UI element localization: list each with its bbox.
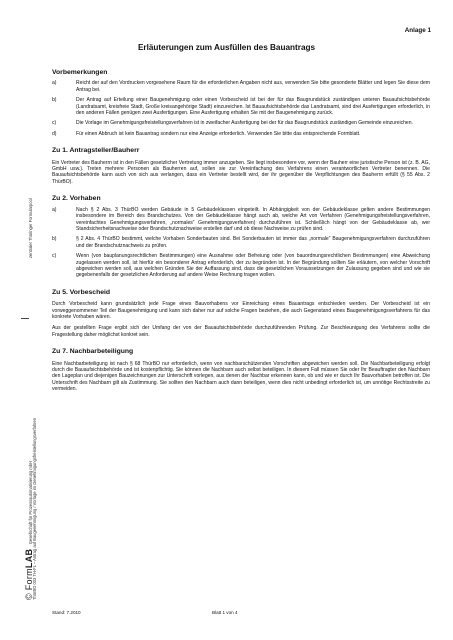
item-label: a) (52, 80, 57, 87)
attachment-label: Anlage 1 (404, 27, 431, 34)
list-item (52, 120, 430, 126)
section-heading: Zu 2. Vorhaben (52, 195, 101, 203)
list-item (52, 80, 430, 93)
footer-stand: Stand: 7.2010 (52, 610, 81, 615)
section-heading: Zu 5. Vorbescheid (52, 288, 111, 296)
item-text: Für einen Abbruch ist kein Bauantrag sondern nur eine Anzeige erforderlich. Verwenden Sie bitte das entsprechende Formblatt. (76, 130, 361, 137)
footer-page-number: Blatt 1 von 4 (212, 610, 238, 615)
section-text: Eine Nachbarbeteiligung ist nach § 68 ThürBO nur erforderlich, wenn von nachbarschützenden Vorschriften abgewichen werden soll. Die Nachbarbeteiligung erfolgt durch die Bauaufsichtsbehörde und ist kostenpflichtig. Sie können die Nachbarn auch selbst beteiligen. In diesem Fall müssen Sie oder Ihr Beauftragter den Nachbarn den Lageplan und diejenigen Bauzeichnungen zur Unterschrift vorlegen, aus denen der Nachbar erkennen kann, ob und wie er durch Ihr Bauvorhaben betroffen ist. Die Unterschrift des Nachbarn gilt als Zustimmung. Sie sollten den Nachbarn auch dann beteiligen, wenn dies nicht unbedingt erforderlich ist, um unnötige Rechtsstreite zu vermeiden. (52, 360, 430, 393)
item-label: a) (52, 206, 57, 213)
item-label: c) (52, 253, 57, 260)
section-heading: Zu 1. Antragsteller/Bauherr (52, 147, 140, 155)
section-vorbemerkungen (52, 70, 430, 137)
section-vorbescheid (52, 290, 430, 338)
item-text: Die Vorlage im Genehmigungsfreistellungsverfahren ist in zweifacher Ausfertigung bei der für das Baugrundstück zuständigen Gemeinde einzureichen. (76, 120, 413, 127)
item-text: Wenn (von bauplanungsrechtlichen Bestimmungen) eine Ausnahme oder Befreiung oder (von bauordnungsrechtlichen Bestimmungen) eine Abweichung zugelassen werden soll, ist hierfür ein besonderer Antrag erforderlich, der zu begründen ist. In der Begründung sollten Sie erläutern, von welcher Vorschrift abgewichen werden soll, aus welchen Gründen Sie der Auffassung sind, dass die gesetzlichen Voraussetzungen der Zulassung gegeben sind und wie sie gegebenenfalls der gesetzlichen Anforderung auf andere Weise Rechnung tragen wollen. (76, 253, 430, 279)
list-item (52, 131, 430, 137)
item-label: d) (52, 130, 57, 137)
item-text: Reicht der auf den Vordrucken vorgesehene Raum für die erforderlichen Angaben nicht aus, verwenden Sie bitte gesonderte Blätter und legen Sie diese dem Antrag bei. (76, 80, 430, 93)
item-text: § 2 Abs. 4 ThürBO bestimmt, welche Vorhaben Sonderbauten sind. Bei Sonderbauten ist immer das „normale“ Baugenehmigungsverfahren durchzuführen und der Brandschutznachweis zu prüfen. (76, 236, 430, 249)
section-antragsteller (52, 148, 430, 185)
page-title: Erläuterungen zum Ausfüllen des Bauantrags (137, 43, 316, 52)
list-item (52, 236, 430, 249)
side-divider (21, 318, 29, 319)
section-text: Aus der gestellten Frage ergibt sich der Umfang der von der Bauaufsichtsbehörde durchzuführenden Prüfung. Zur Beschleunigung des Verfahrens sollte die Fragestellung daher möglichst konkret sein. (52, 325, 430, 338)
section-heading: Zu 7. Nachbarbeteiligung (52, 348, 134, 356)
section-text: Durch Vorbescheid kann grundsätzlich jede Frage eines Bauvorhabens vor Einreichung eines Bauantrags entschieden werden. Der Vorbescheid ist ein vorweggenommener Teil der Baugenehmigung und kann sich daher nur auf solche Fragen beziehen, die auch Gegenstand eines Baugenehmigungsverfahrens für das konkrete Vorhaben wären. (52, 301, 430, 320)
item-label: b) (52, 97, 57, 104)
brand-prefix: © Form (24, 568, 34, 600)
brand-line-2 (32, 418, 37, 600)
item-text: Der Antrag auf Erteilung einer Baugenehmigung oder einen Vorbescheid ist bei der für das Baugrundstück zuständigen unteren Bauaufsichtsbehörde (Landratsamt, kreisfreie Stadt, Große kreisangehörige Stadt) einzureichen. Ist Bauaufsichtsbehörde das Landratsamt, sind drei Ausfertigungen erforderlich, in den anderen Fällen genügen zwei Ausfertigungen. Eine Ausfertigung erhalten Sie mit der Baugenehmigung zurück. (76, 97, 430, 117)
list-item (52, 207, 430, 233)
section-heading: Vorbemerkungen (52, 69, 108, 76)
list-item (52, 97, 430, 116)
brand-bold: LAB (24, 548, 34, 569)
brand-line-1: Gesellschaft für Prozessautomatisierung mbH (28, 460, 33, 545)
section-vorhaben (52, 196, 430, 278)
list-item (52, 253, 430, 279)
brand-subline: ThürBO 003 TH-FL – Antrag auf Baugenehmigung / Vorlage im Genehmigungsfreistellungsverfahren (32, 417, 37, 600)
item-label: b) (52, 236, 57, 243)
document-body (52, 70, 430, 393)
section-text: Ein Vertreter des Bauherrn ist in den Fällen gesetzlicher Vertretung immer anzugeben. Sie liegt insbesondere vor, wenn der Bauherr eine juristische Person ist (z. B. AG, GmbH usw.). Treten mehrere Personen als Bauherren auf, sollen sie zur Vereinfachung des Verfahrens einen verantwortlichen Vertreter benennen. Die Bauaufsichtsbehörde kann auch von sich aus verlangen, dass ein Vertreter bestellt wird, der ihr gegenüber die Verpflichtungen des Bauherrn erfüllt (§ 55 Abs. 2 ThürBO). (52, 159, 430, 185)
item-label: c) (52, 120, 57, 127)
section-nachbarbeteiligung (52, 349, 430, 392)
item-text: Nach § 2 Abs. 3 ThürBO werden Gebäude in 5 Gebäudeklassen eingeteilt. In Abhängigkeit von der Gebäudeklasse gelten andere Bestimmungen insbesondere im Bereich des Brandschutzes. Von der Gebäudeklasse hängt auch ab, welche Art von Verfahren (Genehmigungsfreistellungsverfahren, vereinfachtes Genehmigungsverfahren, „normales“ Genehmigungsverfahren) durchzuführen ist. Schließlich hängt von der Gebäudeklasse ab, wer Standsicherheitsnachweise oder Brandschutznachweise erstellen darf und ob diese Nachweise zu prüfen sind. (76, 206, 430, 232)
side-note: zentraler Thüringer Formularpool (28, 198, 33, 258)
